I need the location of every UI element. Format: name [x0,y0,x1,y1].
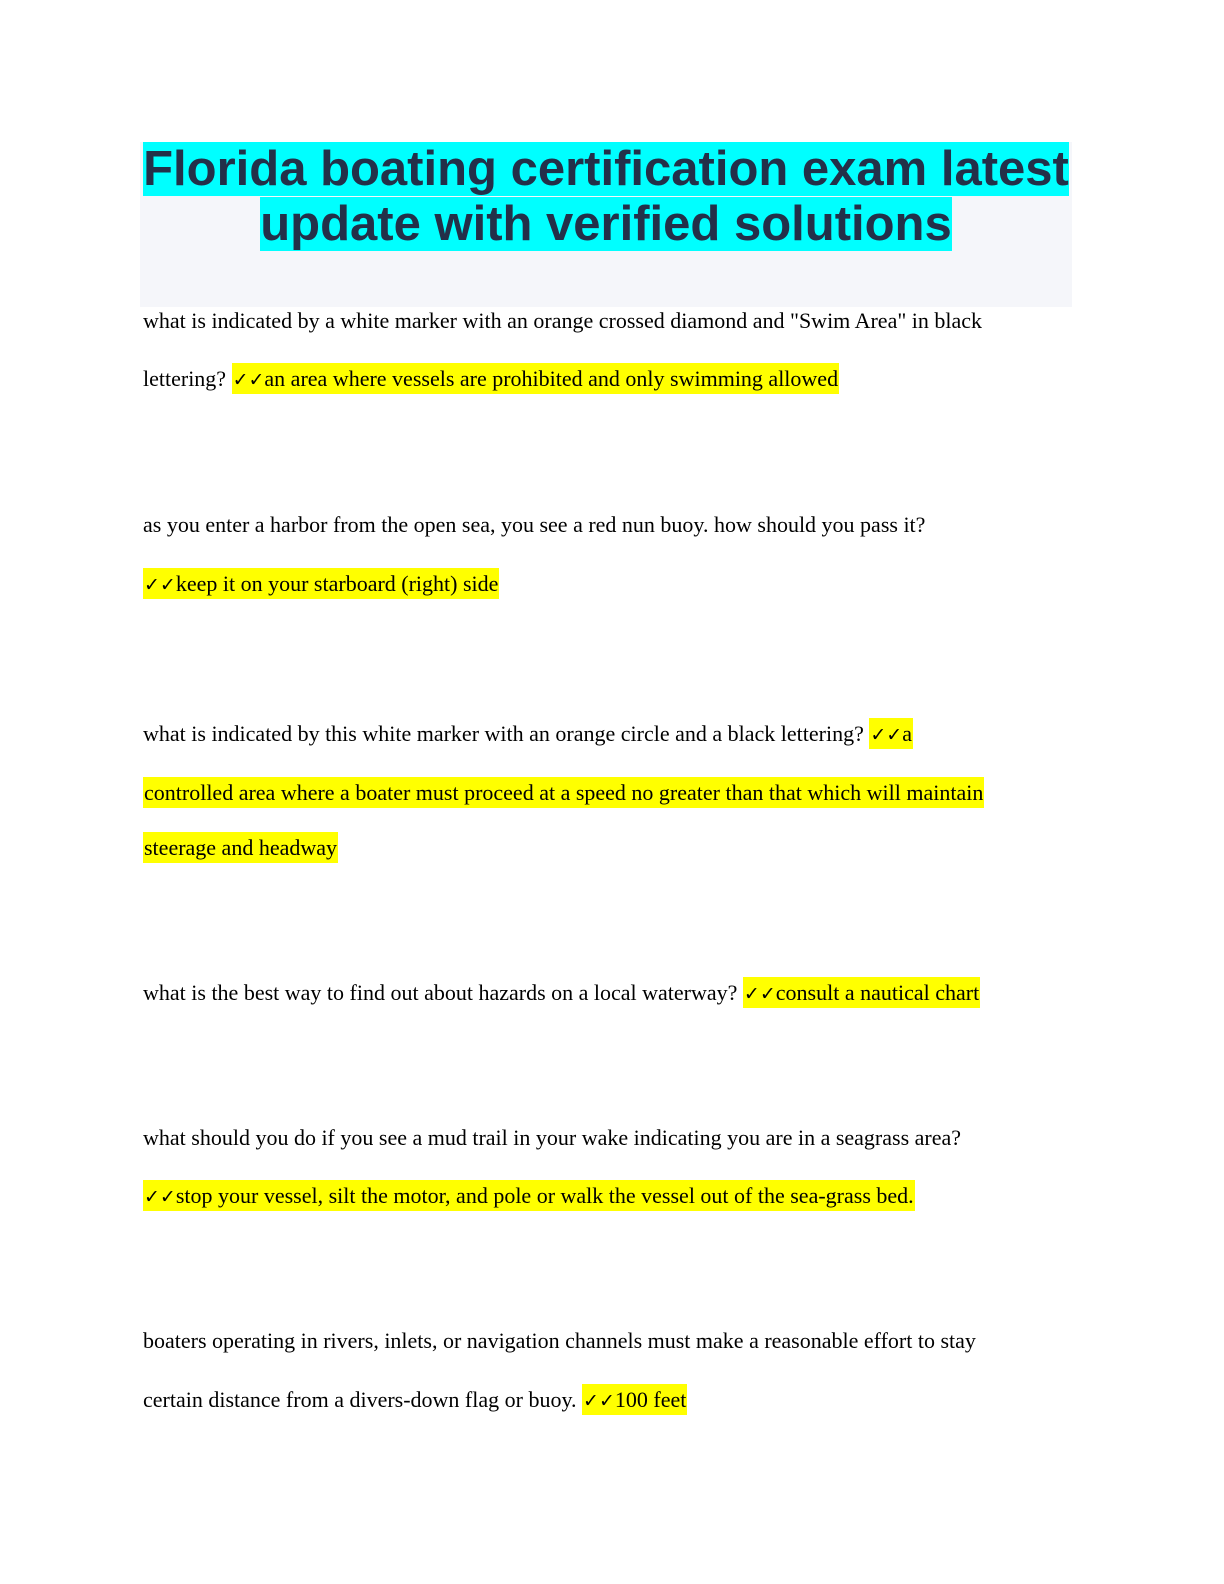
question-4-text: what is the best way to find out about hazards on a local waterway? [143,980,738,1005]
question-3-text: what is indicated by this white marker with an orange circle and a black lettering? [143,721,864,746]
check-mark-icon: ✓✓ [870,724,903,746]
question-6-line-2 [143,1387,687,1414]
question-5-line-1: what should you do if you see a mud trail in your wake indicating you are in a seagrass area? [143,1125,962,1150]
question-4-line-1 [143,980,980,1007]
answer-3-line-2 [143,780,984,806]
answer-4-text: consult a nautical chart [775,980,980,1005]
check-mark-icon: ✓✓ [144,1186,176,1208]
question-6-text: certain distance from a divers-down flag or buoy. [143,1387,577,1412]
answer-3-text-3: steerage and headway [143,832,338,863]
question-1-text: lettering? [143,366,227,391]
answer-3-text-1: a [902,721,912,746]
title-line-2: update with verified solutions [260,197,952,251]
check-mark-icon: ✓✓ [232,369,265,391]
answer-2-line [143,571,499,598]
answer-1-text: an area where vessels are prohibited and only swimming allowed [264,366,839,391]
question-6-line-1: boaters operating in rivers, inlets, or navigation channels must make a reasonable effort to stay [143,1328,976,1353]
answer-2 [143,568,499,599]
answer-6-text: 100 feet [614,1387,687,1412]
check-mark-icon: ✓✓ [583,1390,615,1412]
answer-1 [232,363,840,394]
answer-5-line [143,1183,915,1210]
title-line-1: Florida boating certification exam latest [143,142,1069,196]
question-1-line-2 [143,366,839,393]
question-3-line-1 [143,721,913,748]
answer-3-line-3 [143,835,338,861]
question-1-line-1: what is indicated by a white marker with an orange crossed diamond and "Swim Area" in black [143,308,983,333]
answer-3-start [869,718,913,749]
answer-2-text: keep it on your starboard (right) side [175,571,499,596]
answer-5-text: stop your vessel, silt the motor, and pole or walk the vessel out of the sea-grass bed. [175,1183,914,1208]
answer-6 [582,1384,687,1415]
check-mark-icon: ✓✓ [743,983,776,1005]
question-2-line-1: as you enter a harbor from the open sea, you see a red nun buoy. how should you pass it? [143,512,926,537]
answer-3-text-2: controlled area where a boater must proceed at a speed no greater than that which will maintain [143,777,984,808]
page-title [140,142,1072,252]
answer-5 [143,1180,915,1211]
check-mark-icon: ✓✓ [144,574,176,596]
answer-4 [743,977,980,1008]
